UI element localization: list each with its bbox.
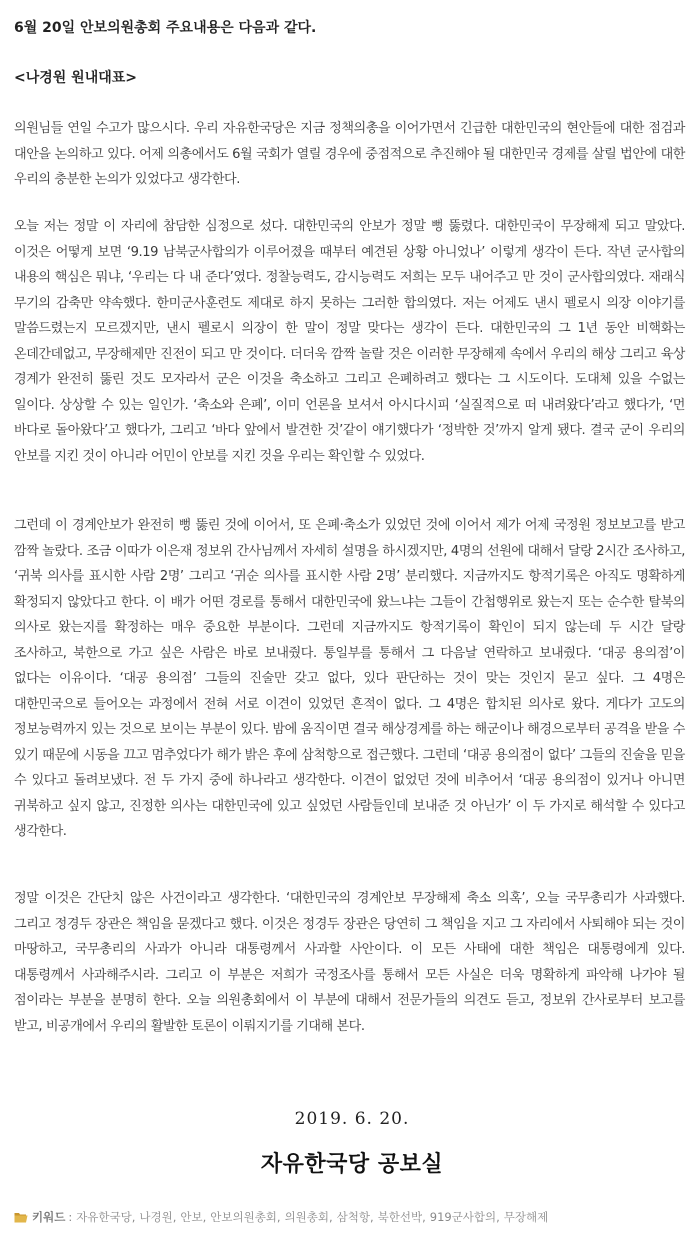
keyword-link[interactable]: 무장해제: [503, 1210, 549, 1224]
keyword-comma: ,: [276, 1210, 281, 1224]
keywords-label: 키워드: [32, 1210, 66, 1224]
keyword-link[interactable]: 안보: [180, 1210, 203, 1224]
release-date: 2019. 6. 20.: [294, 1109, 410, 1129]
keywords-separator: :: [68, 1210, 73, 1224]
keyword-comma: ,: [202, 1210, 207, 1224]
folder-icon: [14, 1211, 28, 1223]
keyword-link[interactable]: 919군사합의: [429, 1210, 497, 1224]
paragraph-1: 의원님들 연일 수고가 많으시다. 우리 자유한국당은 지금 정책의총을 이어가면서 긴급한 대한민국의 현안들에 대한 점검과 대안을 논의하고 있다. 어제 의총에서도 6월 국회가 열릴 경우에 중점적으로 추진해야 될 대한민국 경제를 살릴 법안에 대한 우리의 충분한 논의가 있었다고 생각한다.: [14, 121, 685, 187]
keywords-bar: [14, 1209, 548, 1225]
keyword-link[interactable]: 안보의원총회: [210, 1210, 277, 1224]
keyword-comma: ,: [370, 1210, 374, 1224]
keyword-link[interactable]: 나경원: [139, 1210, 173, 1224]
keyword-comma: ,: [422, 1210, 426, 1224]
page-title: 6월 20일 안보의원총회 주요내용은 다음과 같다.: [14, 20, 317, 36]
paragraph-2: 오늘 저는 정말 이 자리에 참담한 심정으로 섰다. 대한민국의 안보가 정말 뻥 뚫렸다. 대한민국이 무장해제 되고 말았다. 이것은 어떻게 보면 ‘9.19 남북군사합의가 이루어졌을 때부터 예견된 상황 아니었나’ 이렇게 생각이 든다. 작년 군사합의 내용의 핵심은 뭐냐, ‘우리는 다 내 준다’였다. 정찰능력도, 감시능력도 저희는 모두 내어주고 만 것이 군사합의였다. 재래식 무기의 감축만 약속했다. 한미군사훈련도 제대로 하지 못하는 그러한 합의였다. 저는 어제도 낸시 펠로시 의장 이야기를 말씀드렸는지 모르겠지만, 낸시 펠로시 의장이 한 말이 정말 맞다는 생각이 든다. 대한민국의 그 1년 동안 비핵화는 온데간데없고, 무장해제만 진전이 되고 만 것이다. 더더욱 깜짝 놀랄 것은 이러한 무장해제 속에서 우리의 해상 그리고 육상 경계가 완전히 뚫린 것도 모자라서 군은 이것을 축소하고 그리고 은폐하려고 했다는 그 시도이다. 도대체 있을 수없는 일이다. 상상할 수 있는 일인가. ‘축소와 은폐’, 이미 언론을 보셔서 아시다시피 ‘실질적으로 떠 내려왔다’라고 했다가, ‘먼 바다로 돌아왔다’고 했다가, 그리고 ‘바다 앞에서 발견한 것’같이 얘기했다가 ‘정박한 것’까지 알게 됐다. 결국 군이 우리의 안보를 지킨 것이 아니라 어민이 안보를 지킨 것을 우리는 확인할 수 있었다.: [14, 219, 685, 464]
keyword-link[interactable]: 자유한국당: [76, 1210, 132, 1224]
keyword-link[interactable]: 삼척항: [336, 1210, 370, 1224]
keyword-comma: ,: [496, 1210, 500, 1224]
paragraph-4: 정말 이것은 간단치 않은 사건이라고 생각한다. ‘대한민국의 경계안보 무장해제 축소 의혹’, 오늘 국무총리가 사과했다. 그리고 정경두 장관은 책임을 묻겠다고 했다. 이것은 정경두 장관은 당연히 그 책임을 지고 그 자리에서 사퇴해야 되는 것이 마땅하고, 국무총리의 사과가 아니라 대통령께서 사과할 사안이다. 이 모든 사태에 대한 책임은 대통령에게 있다. 대통령께서 사과해주시라. 그리고 이 부분은 저희가 국정조사를 통해서 모든 사실은 더욱 명확하게 파악해 나가야 될 점이라는 부분을 분명히 한다. 오늘 의원총회에서 이 부분에 대해서 전문가들의 의견도 듣고, 정보위 간사로부터 보고를 받고, 비공개에서 우리의 활발한 토론이 이뤄지기를 기대해 본다.: [14, 891, 685, 1034]
keyword-link[interactable]: 북한선박: [377, 1210, 423, 1224]
organization-name: 자유한국당 공보실: [260, 1152, 444, 1177]
keywords-list: [76, 1209, 548, 1225]
keyword-comma: ,: [329, 1210, 333, 1224]
keyword-comma: ,: [172, 1210, 177, 1224]
keyword-link[interactable]: 의원총회: [284, 1210, 330, 1224]
paragraph-3: 그런데 이 경계안보가 완전히 뻥 뚫린 것에 이어서, 또 은폐·축소가 있었던 것에 이어서 제가 어제 국정원 정보보고를 받고 깜짝 놀랐다. 조금 이따가 이은재 정보위 간사님께서 자세히 설명을 하시겠지만, 4명의 선원에 대해서 달랑 2시간 조사하고, ‘귀북 의사를 표시한 사람 2명’ 그리고 ‘귀순 의사를 표시한 사람 2명’ 분리했다. 지금까지도 항적기록은 아직도 명확하게 확정되지 않았다고 한다. 이 배가 어떤 경로를 통해서 대한민국에 왔느냐는 그들이 간첩행위로 왔는지 또는 순수한 탈북의 의사로 왔는지를 확정하는 매우 중요한 부분이다. 그런데 지금까지도 항적기록이 확인이 되지 않는데 두 시간 달랑 조사하고, 북한으로 가고 싶은 사람은 바로 보내줬다. 통일부를 통해서 그 다음날 연락하고 보내줬다. ‘대공 용의점’이 없다는 이유이다. ‘대공 용의점’ 그들의 진술만 갖고 없다, 있다 판단하는 것이 맞는 것인지 묻고 싶다. 그 4명은 대한민국으로 들어오는 과정에서 전혀 서로 이견이 있었던 흔적이 없다. 그 4명은 합치된 의사로 왔다. 게다가 고도의 정보능력까지 있는 것으로 보이는 부분이 있다. 밤에 움직이면 결국 해상경계를 하는 해군이나 해경으로부터 공격을 받을 수 있기 때문에 시동을 끄고 멈추었다가 해가 밝은 후에 삼척항으로 접근했다. 그런데 ‘대공 용의점이 없다’ 그들의 진술을 믿을 수 있다고 돌려보냈다. 전 두 가지 중에 하나라고 생각한다. 이견이 없었던 것에 비추어서 ‘대공 용의점이 있거나 아니면 귀북하고 싶지 않고, 진정한 의사는 대한민국에 있고 싶었던 사람들인데 보내준 것 아닌가’ 이 두 가지로 해석할 수 있다고 생각한다.: [14, 518, 685, 839]
speaker-label: <나경원 원내대표>: [14, 70, 138, 86]
keyword-comma: ,: [131, 1210, 136, 1224]
